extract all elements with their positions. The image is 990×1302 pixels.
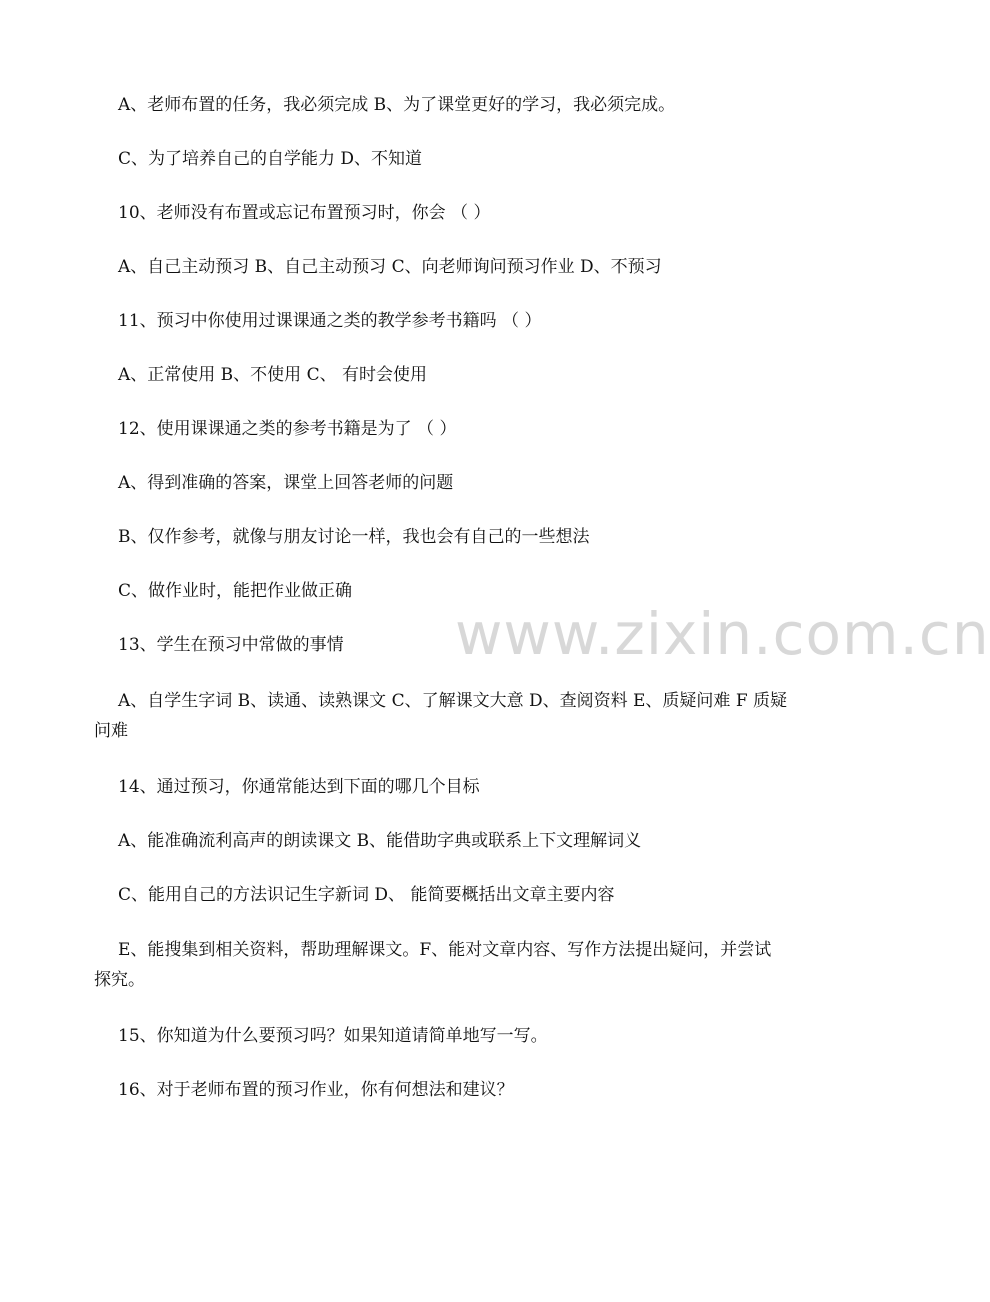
- q14-options-ab: A、能准确流利高声的朗读课文 B、能借助字典或联系上下文理解词义: [118, 831, 642, 851]
- q9-options-ab: A、老师布置的任务，我必须完成 B、为了课堂更好的学习，我必须完成。: [118, 95, 676, 115]
- q9-options-cd: C、为了培养自己的自学能力 D、不知道: [118, 149, 423, 169]
- q14-options-ef: [94, 935, 824, 995]
- q12-option-b: B、仅作参考，就像与朋友讨论一样，我也会有自己的一些想法: [118, 527, 590, 547]
- q11-options: A、正常使用 B、不使用 C、 有时会使用: [118, 365, 427, 385]
- q14-option-e-line2: 探究。: [94, 970, 145, 990]
- watermark-text: www.zixin.com.cn: [455, 600, 990, 668]
- q12-option-c: C、做作业时，能把作业做正确: [118, 581, 353, 601]
- q13-question: 13、学生在预习中常做的事情: [118, 635, 344, 655]
- q10-question: 10、老师没有布置或忘记布置预习时，你会 （ ）: [118, 203, 491, 223]
- q13-options: [94, 686, 824, 746]
- q11-question: 11、预习中你使用过课课通之类的教学参考书籍吗 （ ）: [118, 311, 542, 331]
- q13-options-line1: A、自学生字词 B、读通、读熟课文 C、了解课文大意 D、查阅资料 E、质疑问难 F 质疑: [118, 691, 788, 711]
- q14-question: 14、通过预习，你通常能达到下面的哪几个目标: [118, 777, 480, 797]
- q15-question: 15、你知道为什么要预习吗？如果知道请简单地写一写。: [118, 1026, 548, 1046]
- q14-option-e-line1: E、能搜集到相关资料，帮助理解课文。F、能对文章内容、写作方法提出疑问，并尝试: [118, 940, 772, 960]
- q14-options-cd: C、能用自己的方法识记生字新词 D、 能简要概括出文章主要内容: [118, 885, 615, 905]
- q12-option-a: A、得到准确的答案，课堂上回答老师的问题: [118, 473, 454, 493]
- q10-options: A、自己主动预习 B、自己主动预习 C、向老师询问预习作业 D、不预习: [118, 257, 662, 277]
- q16-question: 16、对于老师布置的预习作业，你有何想法和建议？: [118, 1080, 514, 1100]
- q13-options-line2: 问难: [94, 721, 128, 741]
- q12-question: 12、使用课课通之类的参考书籍是为了 （ ）: [118, 419, 457, 439]
